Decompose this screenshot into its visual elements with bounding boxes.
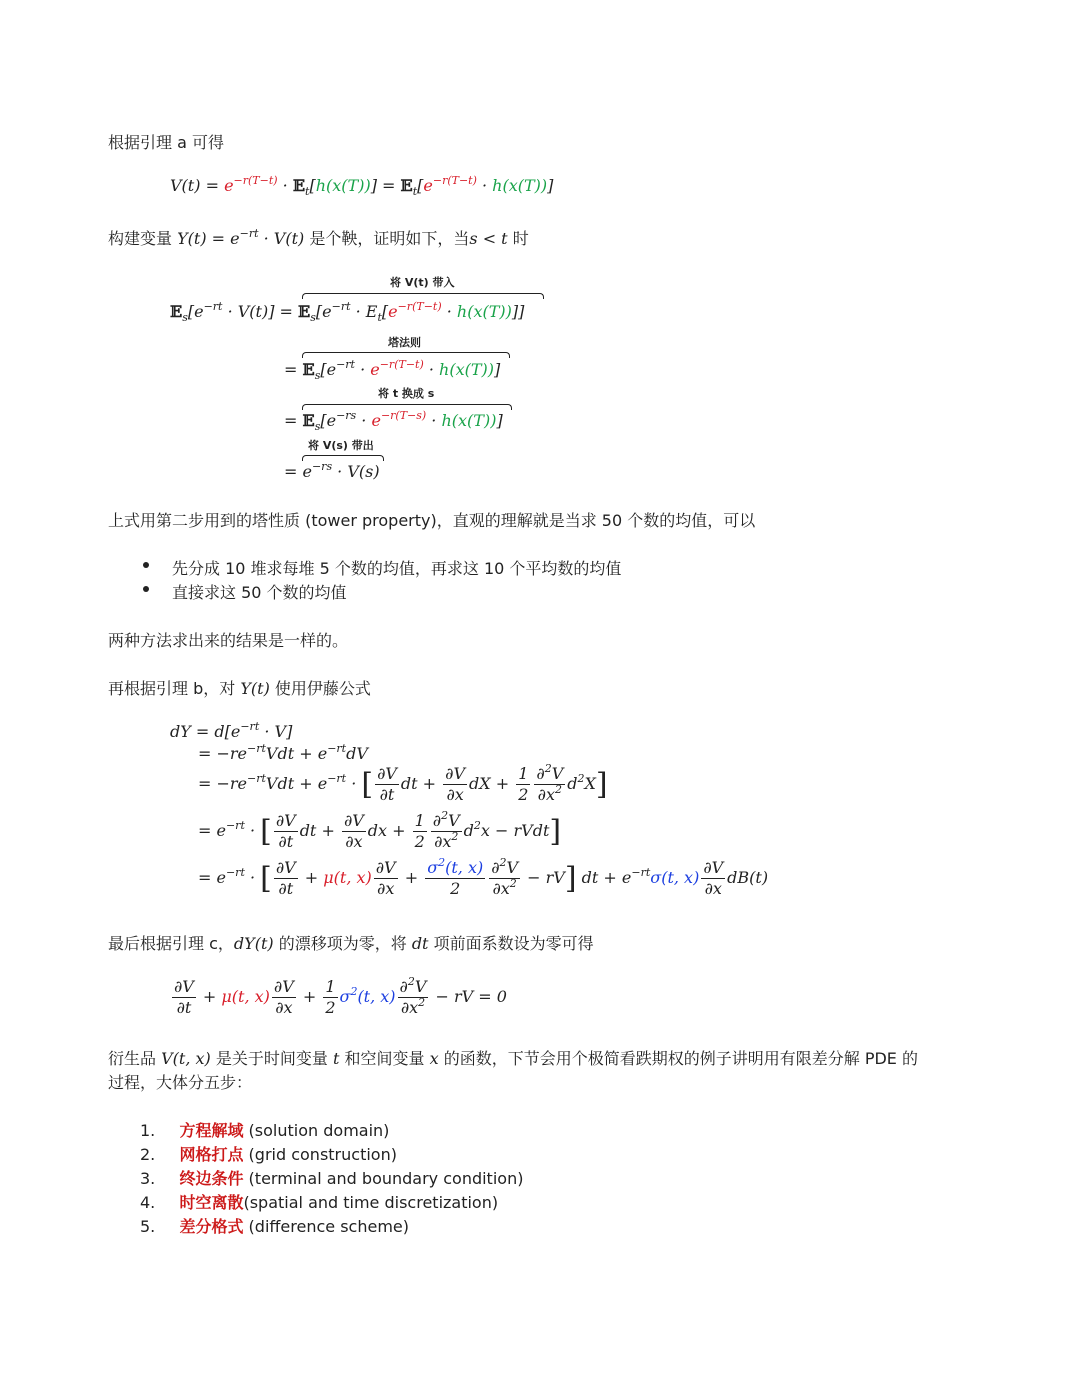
text-p2-end: 时	[512, 229, 529, 248]
step-title: 网格打点	[179, 1145, 244, 1164]
text-p5-post: 使用伊藤公式	[274, 679, 371, 698]
math-x: x	[429, 1049, 439, 1068]
paragraph-derivative-line-1	[108, 1046, 918, 1069]
step-title: 终边条件	[179, 1169, 244, 1188]
step-item-3	[140, 1166, 523, 1189]
equation-pde: $\frac{\partial V}{\partial t}$ + μ(t, x) $\frac{\partial V}{\partial x}$ + $\frac{1}{2}$ $\sigma^2(t$, x) $\frac{\partial^2V}{\partial x^2}$ − rV = 0	[174, 975, 507, 1017]
bullet-item-1: 先分成 10 堆求每堆 5 个数的均值，再求这 10 个平均数的均值	[172, 559, 622, 578]
text-p2-pre: 构建变量	[108, 229, 173, 248]
brace-label-1: 将 V(t) 带入	[390, 276, 455, 289]
ito-line-3: = $-re^{-rt}Vdt + e^{-rt}$ · [ $\frac{\partial V}{\partial t}$ dt + $\frac{\partial V}{\partial x}$ dX + $\frac{1}{2}$ $\frac{\partial^2V}{\partial x^2}$ $d^2X$]	[198, 762, 608, 804]
step-item-4	[140, 1190, 498, 1213]
math-dt: dt	[411, 934, 429, 953]
step-item-1	[140, 1118, 389, 1141]
step-desc: (grid construction)	[243, 1145, 397, 1164]
paragraph-lemma-c	[108, 931, 594, 954]
equation-step-1: $𝔼_s[e^{-rt} \cdot V(t)]$ = $𝔼_s[e^{-rt} \cdot E_t[e^{-r(T-t)} \cdot h(x(T))]]$	[170, 300, 525, 324]
step-number: 4.	[140, 1193, 156, 1212]
math-s-lt-t: s < t	[469, 229, 508, 248]
brace-label-4: 将 V(s) 带出	[308, 439, 374, 452]
step-number: 2.	[140, 1145, 156, 1164]
bullet-item-2: 直接求这 50 个数的均值	[172, 583, 347, 602]
text-p6-post: 项前面系数设为零可得	[433, 934, 594, 953]
paragraph-ito	[108, 676, 371, 699]
equation-step-2: = $𝔼_s[e^{-rt} \cdot e^{-r(T-t)} \cdot h(x(T))]$	[284, 358, 501, 382]
paragraph-same-result: 两种方法求出来的结果是一样的。	[108, 631, 349, 650]
bullet-dot-1	[143, 562, 149, 568]
paragraph-lemma-a: 根据引理 a 可得	[108, 133, 224, 152]
ito-line-4: = $e^{-rt}$ · [ $\frac{\partial V}{\partial t}$ dt + $\frac{\partial V}{\partial x}$ dx + $\frac{1}{2}$ $\frac{\partial^2V}{\partial x^2}$ $d^2x$ − rVdt]	[198, 809, 562, 851]
step-desc: (terminal and boundary condition)	[243, 1169, 524, 1188]
text-p7-c: 和空间变量	[344, 1049, 425, 1068]
step-desc: (solution domain)	[243, 1121, 390, 1140]
overbrace-1	[302, 293, 544, 299]
step-title: 方程解域	[179, 1121, 244, 1140]
step-desc: (difference scheme)	[243, 1217, 409, 1236]
math-y-def: $Y(t) = e^{-rt} \cdot V(t)$	[177, 227, 305, 248]
step-number: 3.	[140, 1169, 156, 1188]
step-item-2	[140, 1142, 397, 1165]
paragraph-martingale	[108, 226, 529, 249]
step-number: 1.	[140, 1121, 156, 1140]
step-item-5	[140, 1214, 409, 1237]
equation-step-4: = $e^{-rs} \cdot V(s)$	[284, 460, 380, 481]
math-t: t	[332, 1049, 340, 1068]
text-p6-pre: 最后根据引理 c，	[108, 934, 234, 953]
text-p7-b: 是关于时间变量	[215, 1049, 328, 1068]
equation-step-3: = $𝔼_s[e^{-rs} \cdot e^{-r(T-s)} \cdot h(x(T))]$	[284, 409, 503, 433]
text-p7-d: 的函数，下节会用个极简看跌期权的例子讲明用有限差分解 PDE 的	[443, 1049, 919, 1068]
brace-label-3: 将 t 换成 s	[378, 387, 435, 400]
math-y-t: Y(t)	[240, 679, 270, 698]
text-p2-post: 是个鞅，证明如下，当	[309, 229, 470, 248]
step-number: 5.	[140, 1217, 156, 1236]
ito-line-5: = $e^{-rt}$ · [ $\frac{\partial V}{\partial t}$ + μ(t, x) $\frac{\partial V}{\partial x}$ + $\frac{\sigma^2(t, x)}{2}$ $\frac{\partial^2V}{\partial x^2}$ − rV] dt + $e^{-rt}\sigma(t$, x) $\frac{\partial V}{\partial x}$ dB(t)	[198, 856, 769, 898]
bullet-dot-2	[143, 586, 149, 592]
ito-line-1: dY = $d[e^{-rt} \cdot V]$	[170, 720, 293, 741]
brace-label-2: 塔法则	[388, 336, 421, 349]
text-p7-a: 衍生品	[108, 1049, 157, 1068]
step-title: 差分格式	[179, 1217, 244, 1236]
paragraph-tower-property: 上式用第二步用到的塔性质 (tower property)，直观的理解就是当求 50 个数的均值，可以	[108, 511, 756, 530]
paragraph-derivative-line-2: 过程，大体分五步：	[108, 1073, 253, 1092]
math-v-tx: V(t, x)	[161, 1049, 211, 1068]
text-p5-pre: 再根据引理 b，对	[108, 679, 236, 698]
step-title: 时空离散	[179, 1193, 244, 1212]
math-dy: dY(t)	[233, 934, 274, 953]
ito-line-2: = $-re^{-rt}Vdt + e^{-rt}dV$	[198, 742, 368, 763]
text-p6-mid: 的漂移项为零，将	[278, 934, 407, 953]
step-desc: (spatial and time discretization)	[243, 1193, 499, 1212]
equation-v-expectation: $V(t) = e^{-r(T-t)}$ · 𝔼$_t$[h(x(T))] = $𝔼_t[e^{-r(T-t)} \cdot h(x(T))]$	[170, 174, 554, 198]
